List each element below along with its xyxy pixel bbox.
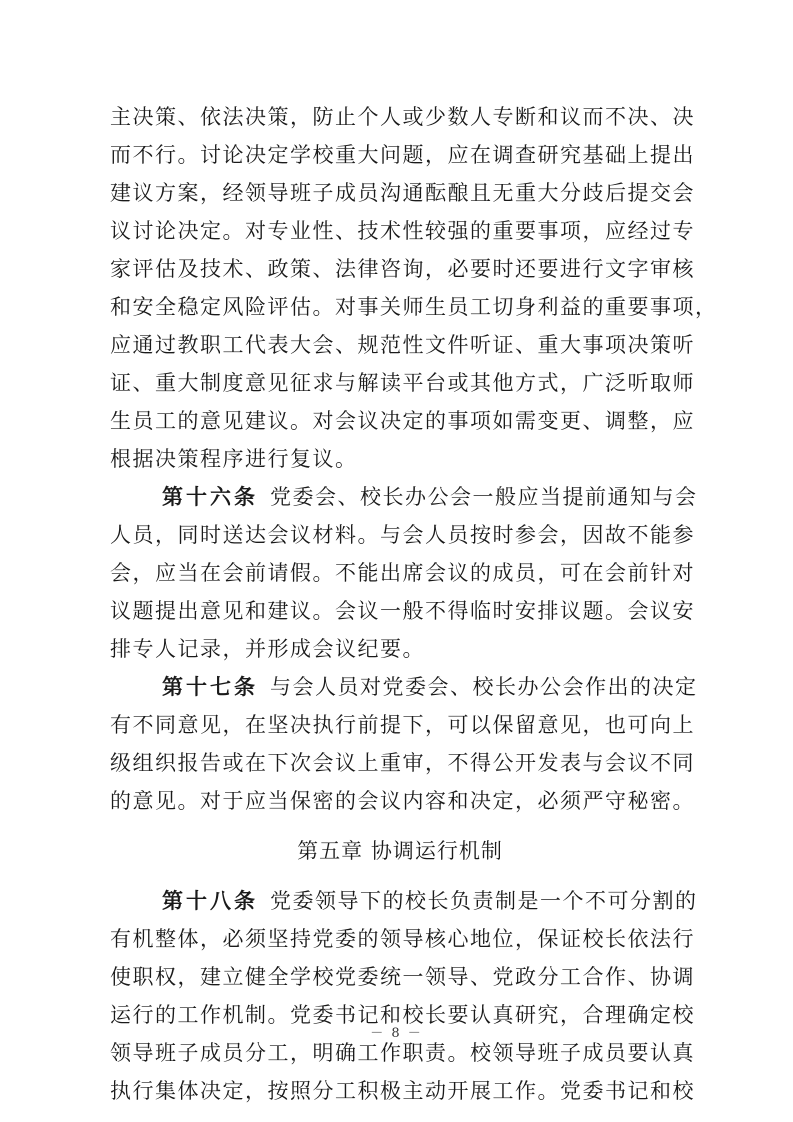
- article-label: 第十七条: [162, 675, 258, 699]
- text-line: 而不行。讨论决定学校重大问题，应在调查研究基础上提出: [110, 143, 695, 167]
- article-text: 党委会、校长办公会一般应当提前通知与会: [270, 485, 698, 509]
- chapter-heading: 第五章 协调运行机制: [297, 839, 503, 863]
- text-line: 主决策、依法决策，防止个人或少数人专断和议而不决、决: [110, 105, 695, 129]
- text-line: 领导班子成员分工，明确工作职责。校领导班子成员要认真: [110, 1041, 695, 1065]
- text-line: 证、重大制度意见征求与解读平台或其他方式，广泛听取师: [110, 371, 695, 395]
- text-line: 议讨论决定。对专业性、技术性较强的重要事项，应经过专: [110, 219, 695, 243]
- text-line: 使职权，建立健全学校党委统一领导、党政分工合作、协调: [110, 965, 695, 989]
- article-text: 与会人员对党委会、校长办公会作出的决定: [270, 675, 698, 699]
- text-line: [110, 882, 698, 920]
- article-16: [110, 478, 698, 668]
- text-line: 根据决策程序进行复议。: [110, 447, 358, 471]
- text-line: [110, 668, 698, 706]
- text-line: [110, 478, 698, 516]
- text-line: 议题提出意见和建议。会议一般不得临时安排议题。会议安: [110, 599, 695, 623]
- text-line: 排专人记录，并形成会议纪要。: [110, 637, 425, 661]
- article-17: [110, 668, 698, 820]
- article-text: 党委领导下的校长负责制是一个不可分割的: [270, 889, 698, 913]
- text-line: 运行的工作机制。党委书记和校长要认真研究，合理确定校: [110, 1003, 695, 1027]
- article-18: [110, 882, 698, 1110]
- text-line: 和安全稳定风险评估。对事关师生员工切身利益的重要事项，: [110, 295, 718, 319]
- text-line: 生员工的意见建议。对会议决定的事项如需变更、调整，应: [110, 409, 695, 433]
- text-line: 执行集体决定，按照分工积极主动开展工作。党委书记和校: [110, 1079, 695, 1103]
- text-line: 建议方案，经领导班子成员沟通酝酿且无重大分歧后提交会: [110, 181, 695, 205]
- text-line: 的意见。对于应当保密的会议内容和决定，必须严守秘密。: [110, 789, 695, 813]
- body-text: [110, 98, 718, 1110]
- text-line: 级组织报告或在下次会议上重审，不得公开发表与会议不同: [110, 751, 695, 775]
- article-label: 第十六条: [162, 485, 258, 509]
- text-line: 应通过教职工代表大会、规范性文件听证、重大事项决策听: [110, 333, 695, 357]
- text-line: 人员，同时送达会议材料。与会人员按时参会，因故不能参: [110, 523, 695, 547]
- page-number: － 8 －: [370, 1026, 423, 1041]
- text-line: 有不同意见，在坚决执行前提下，可以保留意见，也可向上: [110, 713, 695, 737]
- article-label: 第十八条: [162, 889, 258, 913]
- text-line: 家评估及技术、政策、法律咨询，必要时还要进行文字审核: [110, 257, 695, 281]
- text-line: 有机整体，必须坚持党委的领导核心地位，保证校长依法行: [110, 927, 695, 951]
- text-line: 会，应当在会前请假。不能出席会议的成员，可在会前针对: [110, 561, 695, 585]
- paragraph-decision-procedure: [110, 98, 718, 478]
